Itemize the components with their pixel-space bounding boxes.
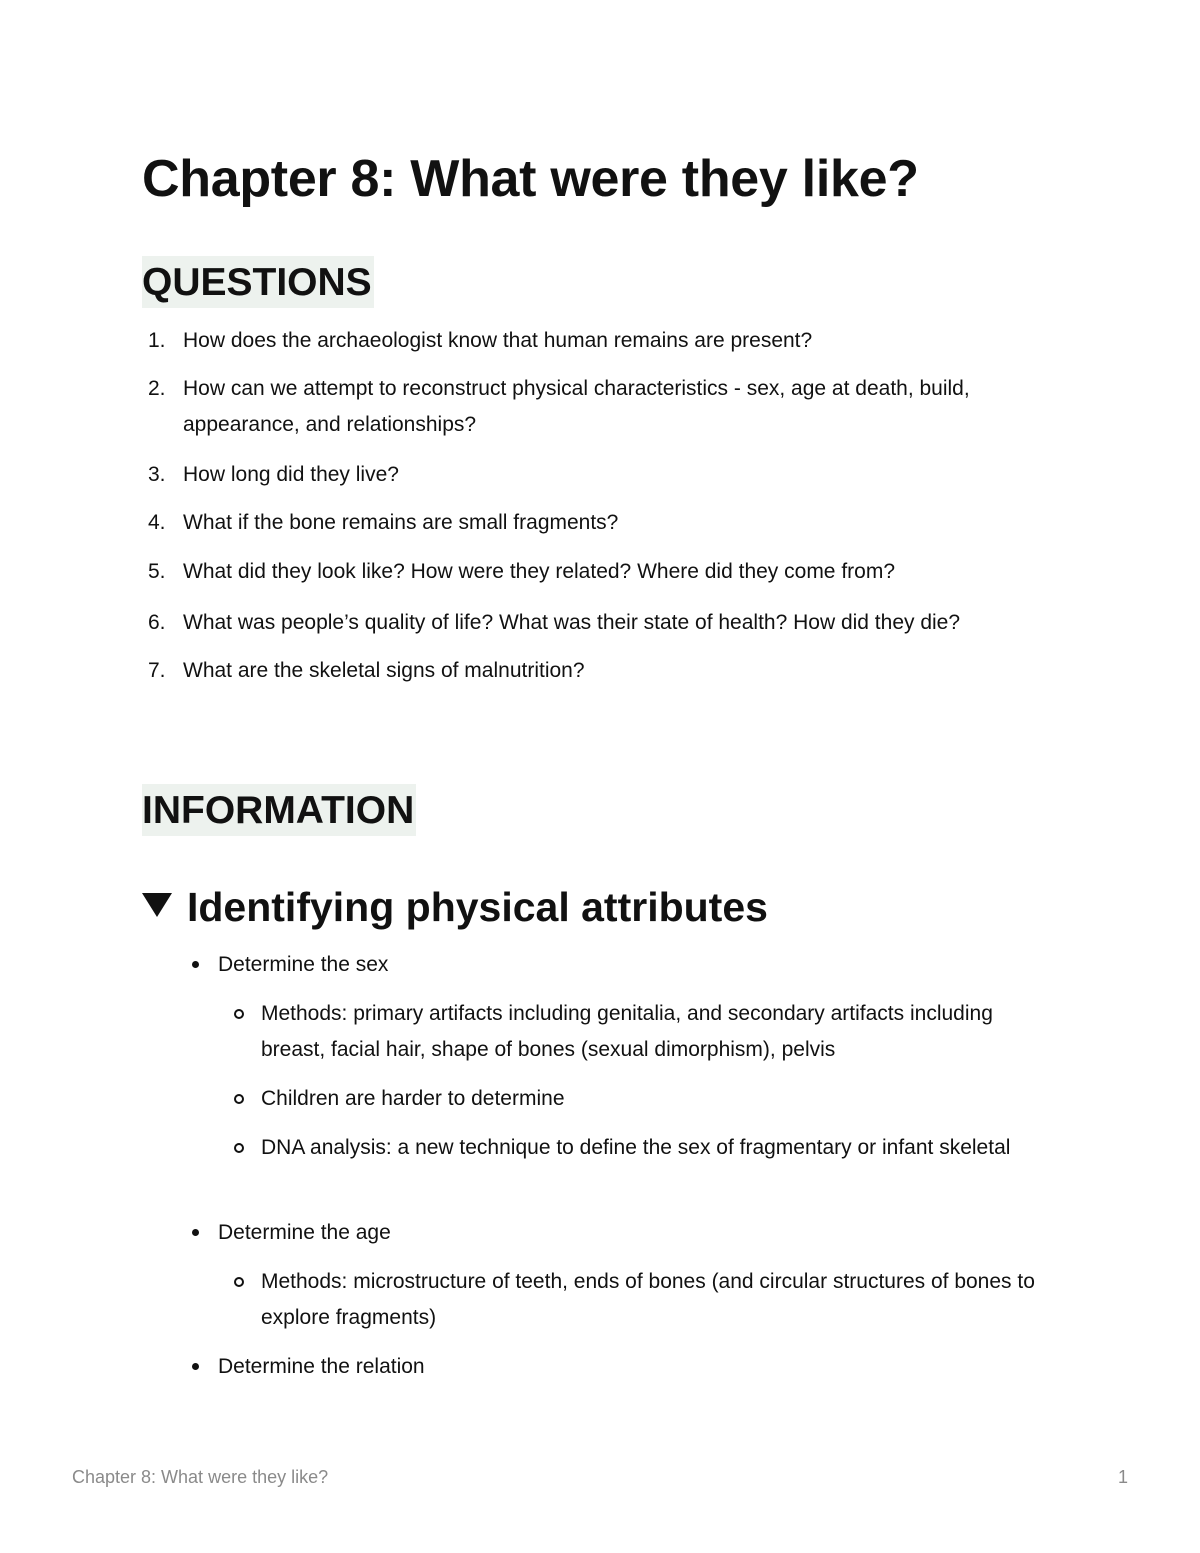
question-text: How does the archaeologist know that human remains are present? — [183, 329, 813, 352]
question-item — [148, 505, 1068, 541]
list-item — [261, 1264, 1041, 1336]
question-number: 6. — [148, 611, 166, 634]
question-item — [148, 605, 1068, 641]
bullet-dot-icon — [192, 1229, 199, 1236]
question-item — [148, 323, 1068, 359]
toggle-heading[interactable] — [142, 878, 768, 936]
bullet-circle-icon — [234, 1009, 244, 1019]
list-item — [261, 1081, 1061, 1117]
list-item — [261, 996, 1021, 1068]
list-item-text: DNA analysis: a new technique to define the sex of fragmentary or infant skeletal — [261, 1136, 1011, 1159]
bullet-dot-icon — [192, 961, 199, 968]
list-item-text: Children are harder to determine — [261, 1087, 565, 1110]
list-item-text: Determine the age — [218, 1221, 391, 1244]
bullet-circle-icon — [234, 1094, 244, 1104]
list-item-text: Determine the relation — [218, 1355, 425, 1378]
question-number: 2. — [148, 377, 166, 400]
question-text: How long did they live? — [183, 463, 399, 486]
toggle-triangle-icon[interactable] — [142, 893, 172, 917]
bullet-dot-icon — [192, 1363, 199, 1370]
question-text: What did they look like? How were they related? Where did they come from? — [183, 560, 896, 583]
questions-heading: QUESTIONS — [142, 256, 374, 308]
page-title: Chapter 8: What were they like? — [142, 150, 919, 208]
question-number: 7. — [148, 659, 166, 682]
question-text: What if the bone remains are small fragments? — [183, 511, 619, 534]
question-item — [148, 457, 1068, 493]
list-item — [261, 1130, 1031, 1166]
question-number: 3. — [148, 463, 166, 486]
list-item-text: Methods: primary artifacts including genitalia, and secondary artifacts including breast, facial hair, shape of bones (sexual dimorphism), pelvis — [261, 1002, 993, 1061]
list-item-text: Methods: microstructure of teeth, ends of bones (and circular structures of bones to explore fragments) — [261, 1270, 1035, 1329]
question-item — [148, 554, 1068, 590]
bullet-circle-icon — [234, 1277, 244, 1287]
list-item — [218, 1349, 1098, 1385]
toggle-heading-text: Identifying physical attributes — [187, 884, 768, 930]
question-text: How can we attempt to reconstruct physical characteristics - sex, age at death, build, appearance, and relationships? — [183, 377, 970, 436]
list-item-text: Determine the sex — [218, 953, 389, 976]
question-text: What was people’s quality of life? What was their state of health? How did they die? — [183, 611, 961, 634]
question-item — [148, 653, 1068, 689]
footer-title: Chapter 8: What were they like? — [72, 1467, 329, 1487]
information-heading: INFORMATION — [142, 784, 416, 836]
list-item — [218, 947, 1098, 983]
question-number: 5. — [148, 560, 166, 583]
page-number: 1 — [1117, 1467, 1128, 1487]
question-text: What are the skeletal signs of malnutrition? — [183, 659, 585, 682]
bullet-circle-icon — [234, 1143, 244, 1153]
question-number: 1. — [148, 329, 166, 352]
question-number: 4. — [148, 511, 166, 534]
list-item — [218, 1215, 1098, 1251]
question-item — [148, 371, 1068, 443]
